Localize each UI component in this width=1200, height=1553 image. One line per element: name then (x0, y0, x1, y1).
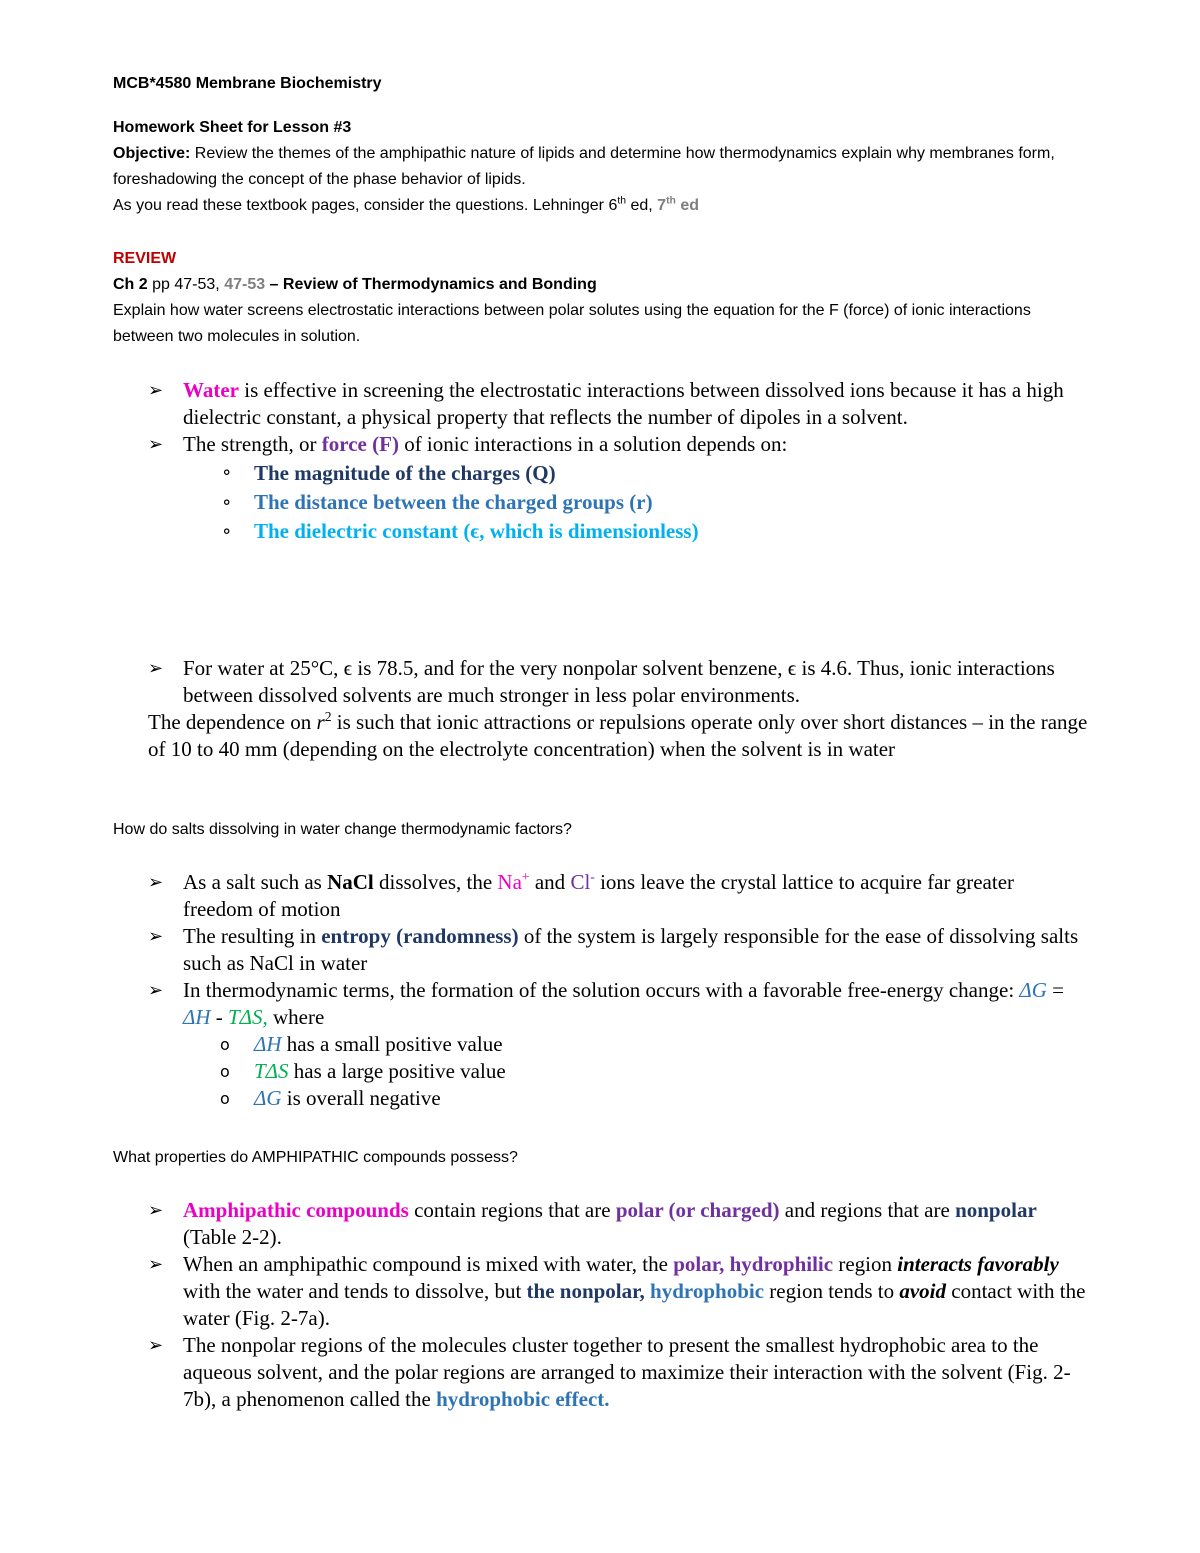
objective-text: Review the themes of the amphipathic nature of lipids and determine how thermodynamics explain why membranes form, foreshadowing the concept of the phase behavior of lipids. (113, 145, 1055, 188)
arrow-bullet-icon: ➢ (148, 658, 164, 679)
arrow-bullet-icon: ➢ (148, 872, 164, 893)
list-item: ➢ When an amphipathic compound is mixed with water, the polar, hydrophilic region interacts favorably with the water and tends to dissolve, but the nonpolar, hydrophobic region tends to avoid contact with the water (Fig. 2-7a). (148, 1252, 1086, 1330)
reading-note: As you read these textbook pages, consider the questions. Lehninger 6th ed, 7th ed (113, 195, 699, 214)
circle-bullet-icon: ⚬ (220, 463, 234, 482)
chapter-reference: Ch 2 pp 47-53, 47-53 – Review of Thermodynamics and Bonding (113, 276, 597, 293)
edition-7: 7th ed (657, 195, 699, 214)
list-item: ➢ The strength, or force (F) of ionic interactions in a solution depends on: (148, 432, 788, 456)
review-heading: REVIEW (113, 250, 177, 267)
arrow-bullet-icon: ➢ (148, 380, 164, 401)
arrow-bullet-icon: ➢ (148, 980, 164, 1001)
list-item: ➢ In thermodynamic terms, the formation of the solution occurs with a favorable free-energy change: ΔG = ΔH - TΔS, where (148, 978, 1064, 1029)
sodium-ion: Na+ (497, 869, 530, 894)
section-dielectric (113, 655, 1088, 763)
arrow-bullet-icon: ➢ (148, 1254, 164, 1275)
list-item: ⚬ The dielectric constant (ϵ, which is dimensionless) (113, 517, 1088, 546)
review-prompt: Explain how water screens electrostatic interactions between polar solutes using the equation for the F (force) of ionic interactions between two molecules in solution. (113, 302, 1031, 345)
list-item: ➢ Amphipathic compounds contain regions that are polar (or charged) and regions that are nonpolar (Table 2-2). (148, 1198, 1037, 1249)
circle-bullet-icon: ⚬ (220, 522, 234, 541)
list-item: ⚬ The magnitude of the charges (Q) (113, 458, 1088, 488)
arrow-bullet-icon: ➢ (148, 434, 164, 455)
chloride-ion: Cl- (570, 869, 595, 894)
open-bullet-icon: o (220, 1062, 230, 1081)
pages-7th-ed: 47-53 (224, 276, 266, 293)
list-item: ➢ The resulting in entropy (randomness) of the system is largely responsible for the ease of dissolving salts such as NaCl in water (148, 924, 1079, 975)
question-salts: How do salts dissolving in water change thermodynamic factors? (113, 821, 572, 838)
circle-bullet-icon: ⚬ (220, 493, 234, 512)
list-item: ➢ Water is effective in screening the electrostatic interactions between dissolved ions because it has a high dielectric constant, a physical property that reflects the number of dipoles in a solvent. (148, 378, 1064, 429)
open-bullet-icon: o (220, 1035, 230, 1054)
dependence-paragraph: The dependence on $r^2$ is such that ionic attractions or repulsions operate only over short distances – in the range of 10 to 40 mm (depending on the electrolyte concentration) when the solvent is in water (148, 709, 1088, 761)
course-title: MCB*4580 Membrane Biochemistry (113, 75, 382, 92)
list-item: o ΔH has a small positive value (220, 1032, 503, 1056)
objective-paragraph (113, 141, 1088, 193)
open-bullet-icon: o (220, 1089, 230, 1108)
section-electrostatics (113, 377, 1088, 546)
arrow-bullet-icon: ➢ (148, 926, 164, 947)
list-item: ➢ As a salt such as NaCl dissolves, the Na+ and Cl- ions leave the crystal lattice to acquire far greater freedom of motion (148, 869, 1015, 921)
list-item: ➢ The nonpolar regions of the molecules cluster together to present the smallest hydrophobic area to the aqueous solvent, and the polar regions are arranged to maximize their interaction with the solvent (Fig. 2-7b), a phenomenon called the hydrophobic effect. (148, 1333, 1071, 1411)
list-item: o ΔG is overall negative (220, 1086, 441, 1110)
objective-label: Objective: (113, 145, 191, 162)
arrow-bullet-icon: ➢ (148, 1200, 164, 1221)
list-item: o TΔS has a large positive value (220, 1059, 506, 1083)
question-amphipathic: What properties do AMPHIPATHIC compounds possess? (113, 1149, 518, 1166)
list-item: ⚬ The distance between the charged groups (r) (113, 488, 1088, 517)
section-salts (113, 869, 1088, 1112)
section-amphipathic (113, 1197, 1088, 1413)
list-item: ➢ For water at 25°C, ϵ is 78.5, and for the very nonpolar solvent benzene, ϵ is 4.6. Thus, ionic interactions between dissolved solvents are much stronger in less polar environments. (148, 656, 1055, 707)
arrow-bullet-icon: ➢ (148, 1335, 164, 1356)
sheet-title: Homework Sheet for Lesson #3 (113, 119, 352, 136)
